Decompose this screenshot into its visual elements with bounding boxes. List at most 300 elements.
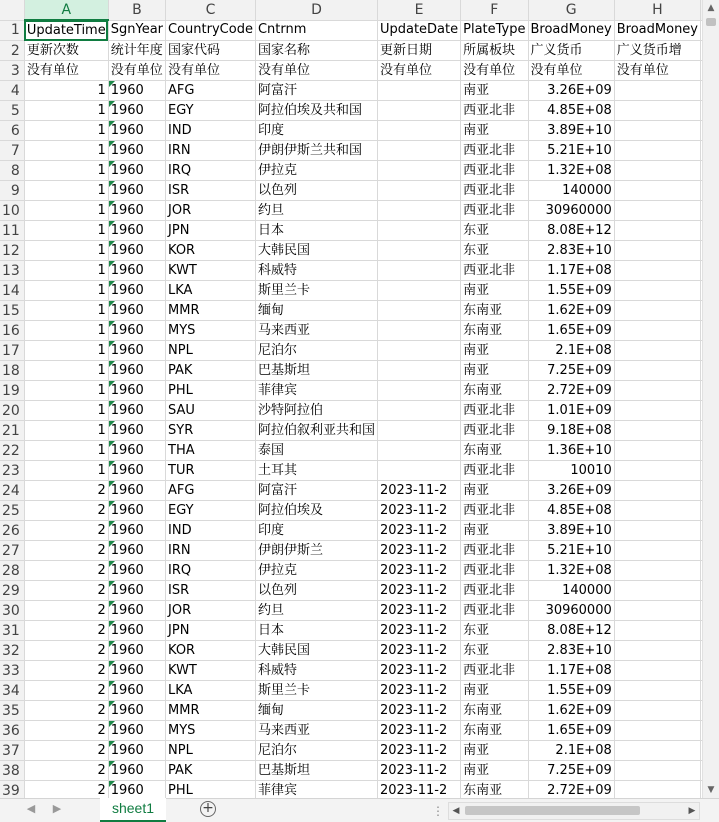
cell-e[interactable]: 2023-11-2 [377, 481, 460, 501]
cell-d[interactable]: 阿富汗 [255, 481, 377, 501]
cell-c[interactable]: ISR [166, 181, 256, 201]
cell-b[interactable]: 1960 [108, 701, 165, 721]
cell-h[interactable] [614, 681, 700, 701]
row-header[interactable]: 15 [0, 301, 24, 321]
cell-g[interactable]: 30960000 [528, 201, 614, 221]
cell-b[interactable]: 1960 [108, 581, 165, 601]
cell-a[interactable]: 2 [24, 681, 108, 701]
cell-b[interactable]: 1960 [108, 341, 165, 361]
cell-c[interactable]: LKA [166, 281, 256, 301]
row-header[interactable]: 3 [0, 61, 24, 81]
cell-b[interactable]: 1960 [108, 321, 165, 341]
cell-b[interactable]: 1960 [108, 501, 165, 521]
cell-b[interactable]: 1960 [108, 641, 165, 661]
cell-b[interactable]: 1960 [108, 421, 165, 441]
cell-e[interactable] [377, 241, 460, 261]
cell-a[interactable]: 1 [24, 161, 108, 181]
next-sheet-icon[interactable]: ▶ [52, 802, 62, 815]
row-header[interactable]: 5 [0, 101, 24, 121]
cell-h[interactable] [614, 241, 700, 261]
cell-e[interactable] [377, 181, 460, 201]
cell-f[interactable]: 南亚 [461, 281, 528, 301]
cell-d[interactable]: 菲律宾 [255, 381, 377, 401]
cell-h[interactable] [614, 261, 700, 281]
cell-d[interactable]: 科威特 [255, 261, 377, 281]
row-header[interactable]: 7 [0, 141, 24, 161]
cell-b[interactable]: 1960 [108, 561, 165, 581]
cell-b[interactable]: 1960 [108, 181, 165, 201]
cell-h[interactable] [614, 561, 700, 581]
cell-a[interactable]: 1 [24, 401, 108, 421]
cell-d[interactable]: 大韩民国 [255, 641, 377, 661]
cell-h[interactable] [614, 521, 700, 541]
cell-e[interactable]: 没有单位 [377, 61, 460, 81]
cell-e[interactable] [377, 101, 460, 121]
cell-c[interactable]: IRQ [166, 561, 256, 581]
cell-g[interactable]: 8.08E+12 [528, 621, 614, 641]
cell-c[interactable]: THA [166, 441, 256, 461]
cell-c[interactable]: IND [166, 121, 256, 141]
cell-h[interactable] [614, 421, 700, 441]
cell-h[interactable] [614, 741, 700, 761]
cell-g[interactable]: 5.21E+10 [528, 541, 614, 561]
cell-a[interactable]: 1 [24, 241, 108, 261]
cell-c[interactable]: 没有单位 [166, 61, 256, 81]
cell-e[interactable]: 2023-11-2 [377, 501, 460, 521]
cell-a[interactable]: 没有单位 [24, 61, 108, 81]
cell-h[interactable] [614, 381, 700, 401]
cell-g[interactable]: 1.32E+08 [528, 161, 614, 181]
vertical-scrollbar[interactable] [702, 0, 719, 798]
cell-a[interactable]: 2 [24, 701, 108, 721]
cell-a[interactable]: 1 [24, 461, 108, 481]
row-header[interactable]: 39 [0, 781, 24, 799]
cell-c[interactable]: NPL [166, 741, 256, 761]
cell-h[interactable] [614, 81, 700, 101]
cell-g[interactable]: 1.01E+09 [528, 401, 614, 421]
cell-g[interactable]: 9.18E+08 [528, 421, 614, 441]
cell-e[interactable] [377, 281, 460, 301]
cell-e[interactable] [377, 201, 460, 221]
cell-h[interactable] [614, 481, 700, 501]
column-header-h[interactable]: H [614, 0, 700, 20]
cell-f[interactable]: 西亚北非 [461, 201, 528, 221]
cell-g[interactable]: 没有单位 [528, 61, 614, 81]
cell-g[interactable]: BroadMoney [528, 20, 614, 41]
select-all-corner[interactable] [0, 0, 24, 20]
cell-e[interactable]: 2023-11-2 [377, 701, 460, 721]
cell-g[interactable]: 2.72E+09 [528, 781, 614, 799]
cell-d[interactable]: 斯里兰卡 [255, 681, 377, 701]
cell-d[interactable]: 印度 [255, 521, 377, 541]
cell-h[interactable] [614, 601, 700, 621]
row-header[interactable]: 12 [0, 241, 24, 261]
row-header[interactable]: 17 [0, 341, 24, 361]
cell-g[interactable]: 4.85E+08 [528, 501, 614, 521]
cell-c[interactable]: TUR [166, 461, 256, 481]
cell-b[interactable]: 1960 [108, 521, 165, 541]
cell-a[interactable]: 2 [24, 501, 108, 521]
cell-h[interactable] [614, 301, 700, 321]
cell-d[interactable]: 缅甸 [255, 701, 377, 721]
scroll-up-icon[interactable]: ▲ [707, 3, 715, 13]
cell-f[interactable]: 西亚北非 [461, 561, 528, 581]
cell-b[interactable]: 1960 [108, 461, 165, 481]
cell-d[interactable]: 阿富汗 [255, 81, 377, 101]
cell-a[interactable]: 2 [24, 761, 108, 781]
cell-a[interactable]: 1 [24, 321, 108, 341]
cell-e[interactable] [377, 441, 460, 461]
cell-e[interactable] [377, 401, 460, 421]
cell-b[interactable]: 1960 [108, 621, 165, 641]
column-header-c[interactable]: C [166, 0, 256, 20]
cell-d[interactable]: Cntrnm [255, 20, 377, 41]
cell-e[interactable] [377, 321, 460, 341]
cell-e[interactable] [377, 461, 460, 481]
cell-b[interactable]: 1960 [108, 101, 165, 121]
cell-d[interactable]: 约旦 [255, 201, 377, 221]
cell-g[interactable]: 7.25E+09 [528, 761, 614, 781]
row-header[interactable]: 30 [0, 601, 24, 621]
row-header[interactable]: 34 [0, 681, 24, 701]
cell-b[interactable]: 1960 [108, 781, 165, 799]
cell-f[interactable]: 西亚北非 [461, 461, 528, 481]
cell-a[interactable]: 1 [24, 421, 108, 441]
cell-c[interactable]: IRN [166, 141, 256, 161]
cell-g[interactable]: 1.65E+09 [528, 321, 614, 341]
cell-f[interactable]: 南亚 [461, 681, 528, 701]
cell-b[interactable]: 1960 [108, 661, 165, 681]
cell-e[interactable]: 更新日期 [377, 41, 460, 61]
cell-d[interactable]: 阿拉伯埃及 [255, 501, 377, 521]
cell-e[interactable]: 2023-11-2 [377, 641, 460, 661]
cell-b[interactable]: 统计年度 [108, 41, 165, 61]
cell-e[interactable] [377, 81, 460, 101]
cell-b[interactable]: 1960 [108, 601, 165, 621]
cell-b[interactable]: 1960 [108, 161, 165, 181]
cell-d[interactable]: 巴基斯坦 [255, 761, 377, 781]
cell-h[interactable]: 广义货币增 [614, 41, 700, 61]
cell-g[interactable]: 2.83E+10 [528, 641, 614, 661]
cell-g[interactable]: 140000 [528, 181, 614, 201]
cell-h[interactable] [614, 321, 700, 341]
row-header[interactable]: 37 [0, 741, 24, 761]
row-header[interactable]: 28 [0, 561, 24, 581]
cell-e[interactable]: 2023-11-2 [377, 661, 460, 681]
cell-f[interactable]: 东亚 [461, 241, 528, 261]
cell-g[interactable]: 1.62E+09 [528, 301, 614, 321]
cell-h[interactable] [614, 581, 700, 601]
row-header[interactable]: 25 [0, 501, 24, 521]
row-header[interactable]: 16 [0, 321, 24, 341]
cell-d[interactable]: 伊拉克 [255, 161, 377, 181]
cell-d[interactable]: 以色列 [255, 181, 377, 201]
cell-a[interactable]: 1 [24, 441, 108, 461]
cell-c[interactable]: KWT [166, 661, 256, 681]
cell-b[interactable]: 1960 [108, 141, 165, 161]
cell-a[interactable]: 更新次数 [24, 41, 108, 61]
column-header-d[interactable]: D [255, 0, 377, 20]
cell-h[interactable] [614, 101, 700, 121]
cell-f[interactable]: 东亚 [461, 641, 528, 661]
cell-b[interactable]: 1960 [108, 541, 165, 561]
cell-a[interactable]: 2 [24, 561, 108, 581]
cell-d[interactable]: 伊拉克 [255, 561, 377, 581]
row-header[interactable]: 4 [0, 81, 24, 101]
cell-c[interactable]: 国家代码 [166, 41, 256, 61]
cell-e[interactable]: 2023-11-2 [377, 541, 460, 561]
sheet-tab-sheet1[interactable]: sheet1 [100, 798, 166, 822]
row-header[interactable]: 31 [0, 621, 24, 641]
cell-h[interactable]: 没有单位 [614, 61, 700, 81]
cell-f[interactable]: 南亚 [461, 121, 528, 141]
cell-e[interactable]: 2023-11-2 [377, 521, 460, 541]
horizontal-scroll-thumb[interactable] [465, 806, 640, 815]
prev-sheet-icon[interactable]: ◀ [26, 802, 36, 815]
cell-g[interactable]: 1.36E+10 [528, 441, 614, 461]
cell-d[interactable]: 伊朗伊斯兰 [255, 541, 377, 561]
cell-g[interactable]: 1.17E+08 [528, 261, 614, 281]
cell-c[interactable]: JPN [166, 221, 256, 241]
cell-b[interactable]: 1960 [108, 681, 165, 701]
cell-b[interactable]: 1960 [108, 721, 165, 741]
row-header[interactable]: 10 [0, 201, 24, 221]
cell-d[interactable]: 阿拉伯叙利亚共和国 [255, 421, 377, 441]
cell-a[interactable]: 2 [24, 601, 108, 621]
cell-e[interactable]: 2023-11-2 [377, 621, 460, 641]
cell-f[interactable]: 西亚北非 [461, 181, 528, 201]
cell-c[interactable]: KOR [166, 641, 256, 661]
cell-a[interactable]: 1 [24, 221, 108, 241]
cell-f[interactable]: 东南亚 [461, 381, 528, 401]
cell-e[interactable] [377, 261, 460, 281]
cell-h[interactable] [614, 341, 700, 361]
cell-g[interactable]: 3.26E+09 [528, 481, 614, 501]
cell-d[interactable]: 土耳其 [255, 461, 377, 481]
cell-d[interactable]: 巴基斯坦 [255, 361, 377, 381]
cell-f[interactable]: 西亚北非 [461, 581, 528, 601]
cell-g[interactable]: 2.1E+08 [528, 341, 614, 361]
cell-a[interactable]: 2 [24, 541, 108, 561]
cell-d[interactable]: 大韩民国 [255, 241, 377, 261]
cell-h[interactable] [614, 441, 700, 461]
cell-c[interactable]: KOR [166, 241, 256, 261]
cell-d[interactable]: 以色列 [255, 581, 377, 601]
cell-a[interactable]: 1 [24, 381, 108, 401]
scroll-left-icon[interactable]: ◀ [452, 806, 460, 816]
cell-b[interactable]: 1960 [108, 241, 165, 261]
cell-a[interactable]: 1 [24, 101, 108, 121]
cell-d[interactable]: 阿拉伯埃及共和国 [255, 101, 377, 121]
cell-a[interactable]: 1 [24, 81, 108, 101]
cell-f[interactable]: PlateType [461, 20, 528, 41]
cell-f[interactable]: 东亚 [461, 221, 528, 241]
cell-a[interactable]: 1 [24, 341, 108, 361]
cell-h[interactable] [614, 501, 700, 521]
column-header-a[interactable]: A [24, 0, 108, 20]
cell-a[interactable]: 2 [24, 781, 108, 799]
cell-h[interactable] [614, 221, 700, 241]
row-header[interactable]: 33 [0, 661, 24, 681]
cell-e[interactable] [377, 141, 460, 161]
cell-c[interactable]: PAK [166, 761, 256, 781]
cell-d[interactable]: 泰国 [255, 441, 377, 461]
cell-h[interactable] [614, 201, 700, 221]
cell-e[interactable] [377, 301, 460, 321]
cell-e[interactable]: 2023-11-2 [377, 681, 460, 701]
cell-d[interactable]: 马来西亚 [255, 721, 377, 741]
cell-g[interactable]: 30960000 [528, 601, 614, 621]
cell-c[interactable]: PAK [166, 361, 256, 381]
row-header[interactable]: 24 [0, 481, 24, 501]
cell-f[interactable]: 东南亚 [461, 321, 528, 341]
cell-f[interactable]: 南亚 [461, 761, 528, 781]
cell-f[interactable]: 西亚北非 [461, 501, 528, 521]
cell-a[interactable]: 2 [24, 641, 108, 661]
cell-f[interactable]: 东南亚 [461, 781, 528, 799]
cell-d[interactable]: 伊朗伊斯兰共和国 [255, 141, 377, 161]
cell-c[interactable]: EGY [166, 101, 256, 121]
cell-h[interactable] [614, 761, 700, 781]
cell-g[interactable]: 8.08E+12 [528, 221, 614, 241]
cell-h[interactable] [614, 721, 700, 741]
cell-f[interactable]: 西亚北非 [461, 601, 528, 621]
cell-f[interactable]: 南亚 [461, 741, 528, 761]
cell-a[interactable]: 1 [24, 361, 108, 381]
cell-a[interactable]: UpdateTime [24, 20, 108, 41]
cell-a[interactable]: 1 [24, 141, 108, 161]
row-header[interactable]: 23 [0, 461, 24, 481]
row-header[interactable]: 27 [0, 541, 24, 561]
cell-c[interactable]: JPN [166, 621, 256, 641]
row-header[interactable]: 19 [0, 381, 24, 401]
cell-g[interactable]: 3.89E+10 [528, 521, 614, 541]
cell-f[interactable]: 东南亚 [461, 441, 528, 461]
cell-d[interactable]: 沙特阿拉伯 [255, 401, 377, 421]
cell-h[interactable] [614, 461, 700, 481]
cell-b[interactable]: 1960 [108, 481, 165, 501]
row-header[interactable]: 21 [0, 421, 24, 441]
cell-h[interactable] [614, 401, 700, 421]
cell-e[interactable] [377, 121, 460, 141]
cell-f[interactable]: 西亚北非 [461, 141, 528, 161]
cell-c[interactable]: AFG [166, 81, 256, 101]
cell-f[interactable]: 东南亚 [461, 701, 528, 721]
cell-c[interactable]: LKA [166, 681, 256, 701]
cell-f[interactable]: 东南亚 [461, 301, 528, 321]
row-header[interactable]: 18 [0, 361, 24, 381]
cell-e[interactable] [377, 341, 460, 361]
cell-c[interactable]: SYR [166, 421, 256, 441]
cell-g[interactable]: 1.55E+09 [528, 681, 614, 701]
cell-d[interactable]: 印度 [255, 121, 377, 141]
cell-f[interactable]: 西亚北非 [461, 161, 528, 181]
cell-c[interactable]: MMR [166, 701, 256, 721]
cell-b[interactable]: 1960 [108, 81, 165, 101]
cell-e[interactable] [377, 381, 460, 401]
row-header[interactable]: 35 [0, 701, 24, 721]
cell-h[interactable] [614, 621, 700, 641]
row-header[interactable]: 22 [0, 441, 24, 461]
cell-g[interactable]: 广义货币 [528, 41, 614, 61]
cell-e[interactable]: 2023-11-2 [377, 781, 460, 799]
row-header[interactable]: 36 [0, 721, 24, 741]
cell-a[interactable]: 2 [24, 661, 108, 681]
row-header[interactable]: 32 [0, 641, 24, 661]
column-header-e[interactable]: E [377, 0, 460, 20]
cell-b[interactable]: 1960 [108, 761, 165, 781]
cell-c[interactable]: NPL [166, 341, 256, 361]
cell-g[interactable]: 2.83E+10 [528, 241, 614, 261]
cell-b[interactable]: 没有单位 [108, 61, 165, 81]
cell-f[interactable]: 所属板块 [461, 41, 528, 61]
cell-f[interactable]: 西亚北非 [461, 261, 528, 281]
cell-c[interactable]: PHL [166, 381, 256, 401]
cell-e[interactable]: 2023-11-2 [377, 741, 460, 761]
cell-b[interactable]: 1960 [108, 441, 165, 461]
cell-d[interactable]: 没有单位 [255, 61, 377, 81]
cell-h[interactable] [614, 781, 700, 799]
cell-g[interactable]: 2.1E+08 [528, 741, 614, 761]
cell-b[interactable]: 1960 [108, 201, 165, 221]
row-header[interactable]: 29 [0, 581, 24, 601]
cell-e[interactable]: 2023-11-2 [377, 601, 460, 621]
cell-c[interactable]: IRQ [166, 161, 256, 181]
row-header[interactable]: 38 [0, 761, 24, 781]
tab-split-handle-icon[interactable]: ⋮ [432, 804, 444, 818]
cell-c[interactable]: JOR [166, 201, 256, 221]
cell-e[interactable]: 2023-11-2 [377, 581, 460, 601]
cell-d[interactable]: 约旦 [255, 601, 377, 621]
cell-f[interactable]: 南亚 [461, 81, 528, 101]
row-header[interactable]: 14 [0, 281, 24, 301]
cell-f[interactable]: 西亚北非 [461, 541, 528, 561]
cell-b[interactable]: 1960 [108, 741, 165, 761]
cell-c[interactable]: MYS [166, 721, 256, 741]
cell-a[interactable]: 1 [24, 281, 108, 301]
cell-e[interactable]: 2023-11-2 [377, 561, 460, 581]
cell-a[interactable]: 2 [24, 581, 108, 601]
cell-d[interactable]: 菲律宾 [255, 781, 377, 799]
row-header[interactable]: 9 [0, 181, 24, 201]
cell-d[interactable]: 尼泊尔 [255, 741, 377, 761]
cell-e[interactable]: 2023-11-2 [377, 761, 460, 781]
row-header[interactable]: 8 [0, 161, 24, 181]
horizontal-scrollbar[interactable] [448, 802, 700, 820]
cell-g[interactable]: 7.25E+09 [528, 361, 614, 381]
cell-h[interactable] [614, 541, 700, 561]
cell-b[interactable]: 1960 [108, 281, 165, 301]
cell-f[interactable]: 没有单位 [461, 61, 528, 81]
cell-g[interactable]: 4.85E+08 [528, 101, 614, 121]
cell-c[interactable]: MMR [166, 301, 256, 321]
row-header[interactable]: 6 [0, 121, 24, 141]
cell-d[interactable]: 缅甸 [255, 301, 377, 321]
row-header[interactable]: 20 [0, 401, 24, 421]
cell-h[interactable] [614, 161, 700, 181]
add-sheet-icon[interactable]: + [200, 801, 216, 817]
cell-g[interactable]: 1.17E+08 [528, 661, 614, 681]
cell-g[interactable]: 1.32E+08 [528, 561, 614, 581]
cell-c[interactable]: JOR [166, 601, 256, 621]
cell-b[interactable]: 1960 [108, 401, 165, 421]
cell-g[interactable]: 3.89E+10 [528, 121, 614, 141]
cell-c[interactable]: EGY [166, 501, 256, 521]
cell-h[interactable] [614, 181, 700, 201]
cell-b[interactable]: 1960 [108, 301, 165, 321]
cell-c[interactable]: IRN [166, 541, 256, 561]
cell-b[interactable]: 1960 [108, 381, 165, 401]
